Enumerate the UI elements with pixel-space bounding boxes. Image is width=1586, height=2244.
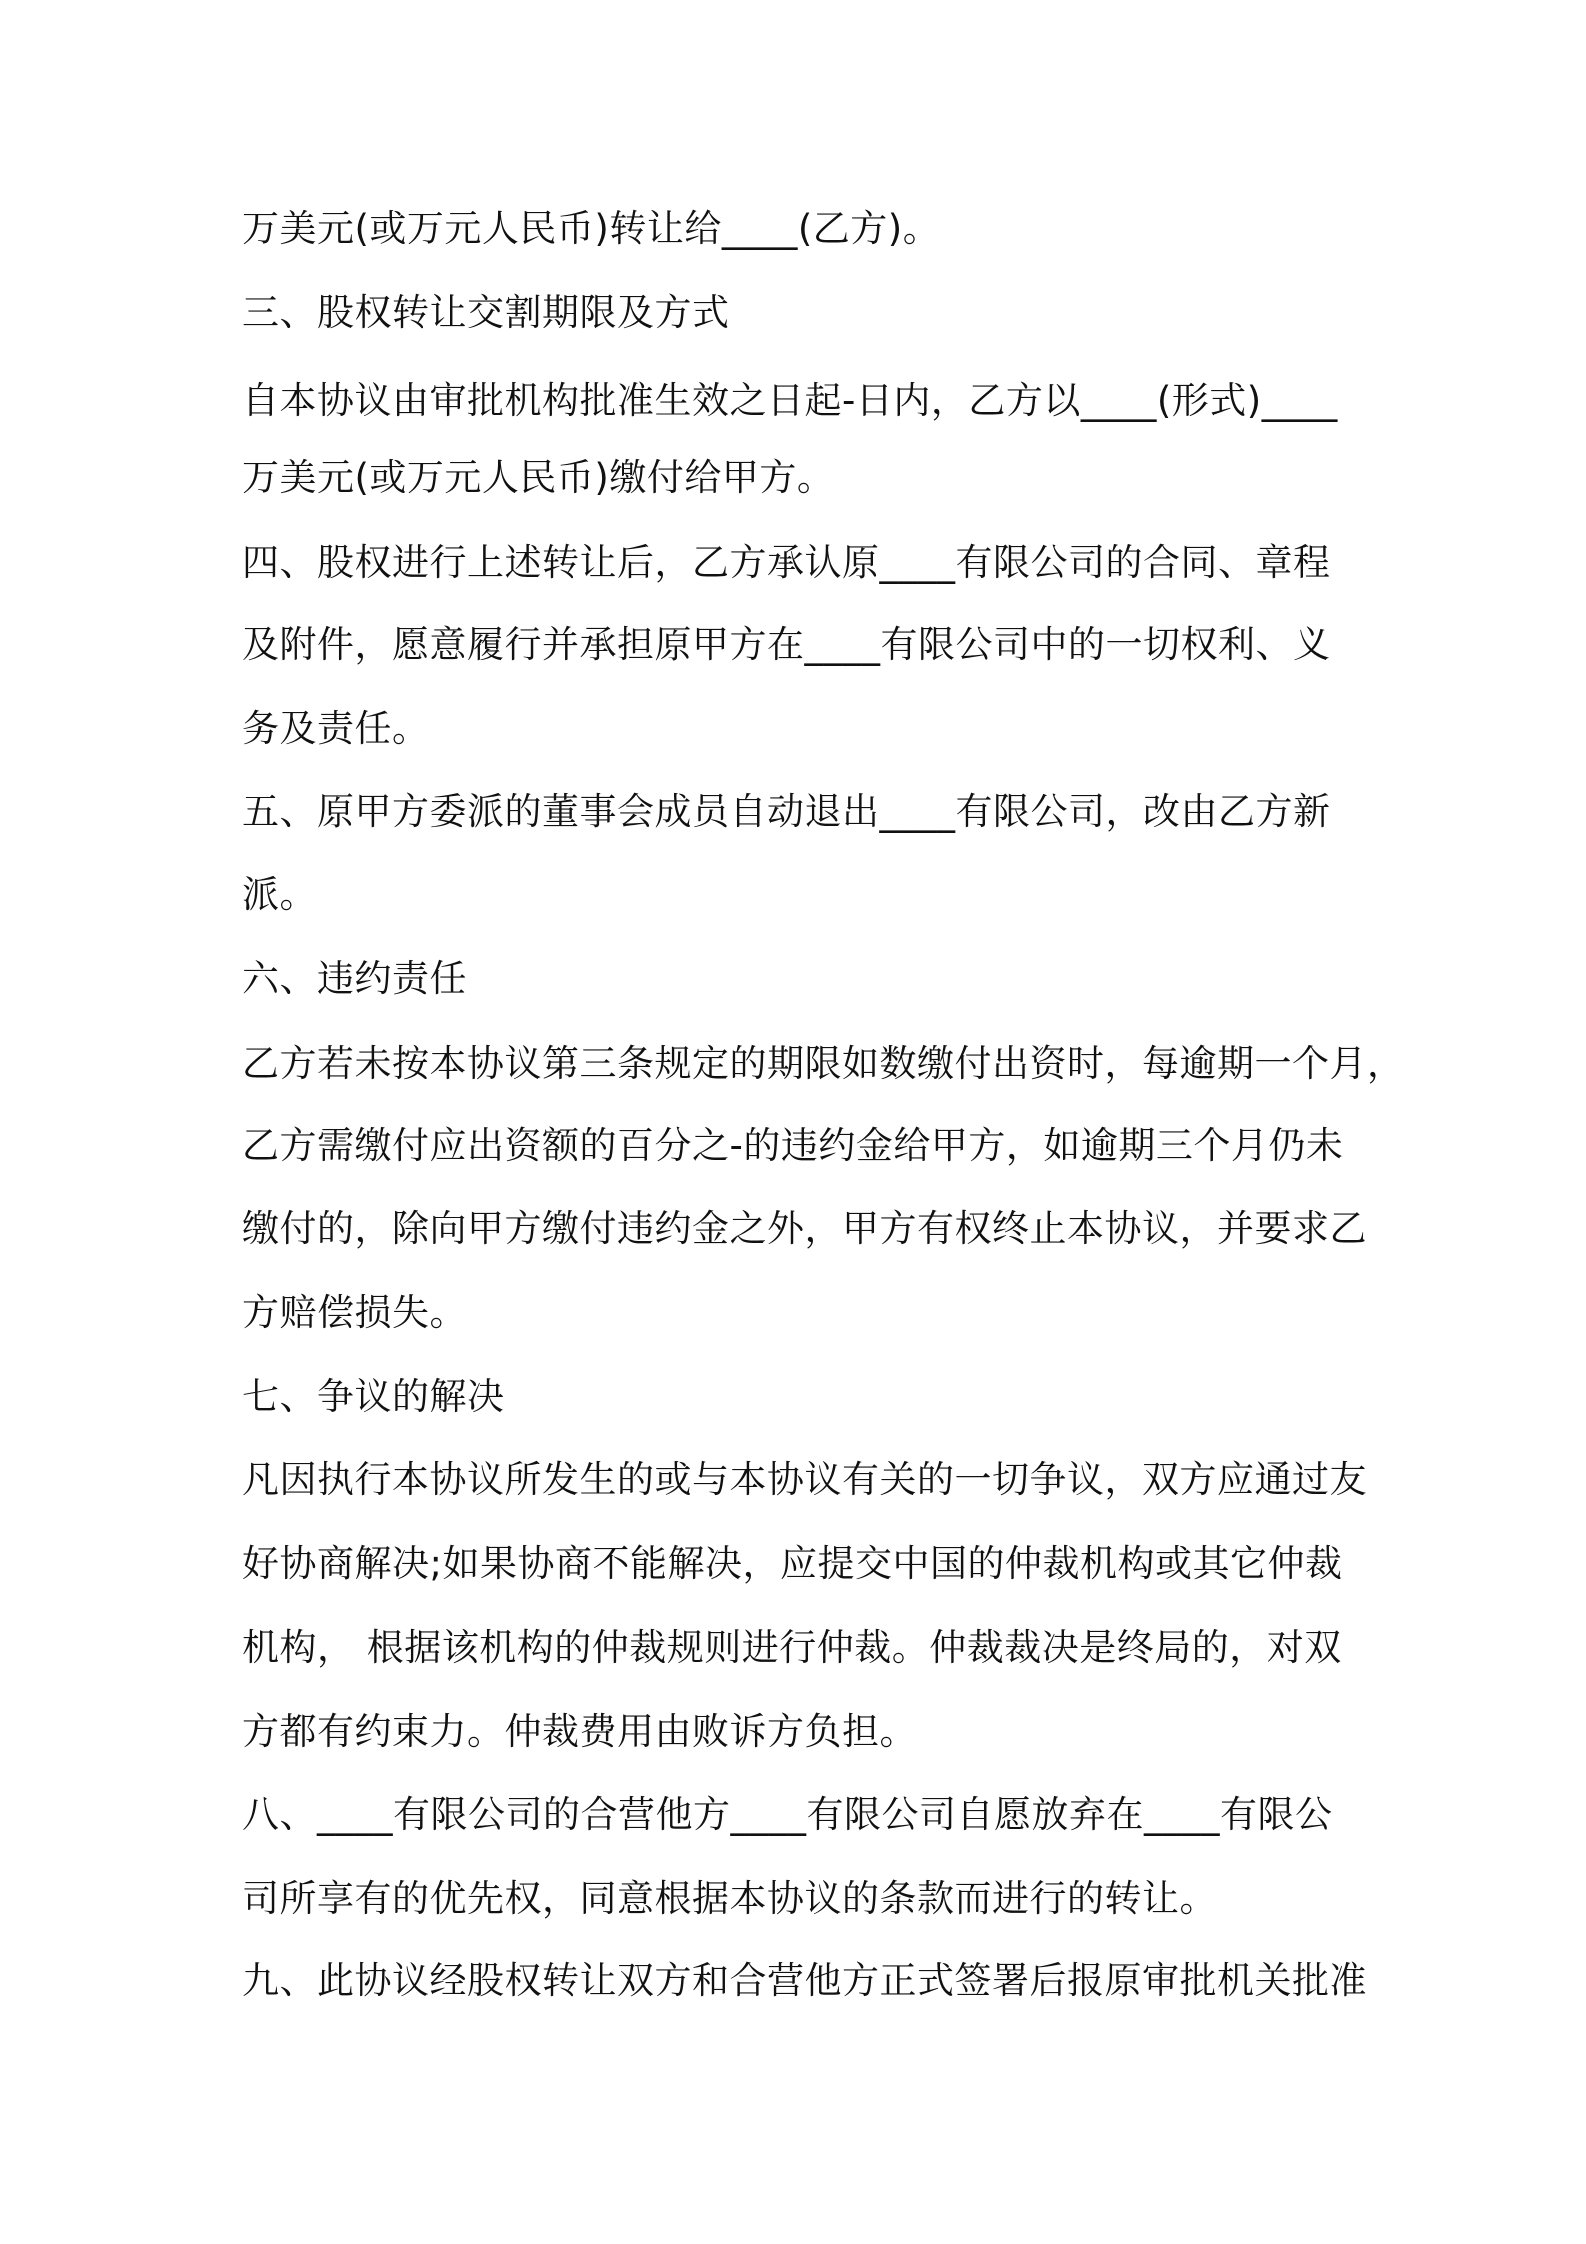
text-line: 乙方若未按本协议第三条规定的期限如数缴付出资时，每逾期一个月， (242, 1042, 1405, 1085)
text-line: 司所享有的优先权，同意根据本协议的条款而进行的转让。 (242, 1877, 1217, 1920)
text-line: 及附件，愿意履行并承担原甲方在____有限公司中的一切权利、义 (242, 623, 1331, 666)
text-line: 四、股权进行上述转让后，乙方承认原____有限公司的合同、章程 (242, 541, 1331, 584)
text-line: 好协商解决;如果协商不能解决，应提交中国的仲裁机构或其它仲裁 (242, 1542, 1343, 1585)
text-line: 缴付的，除向甲方缴付违约金之外，甲方有权终止本协议，并要求乙 (242, 1207, 1367, 1250)
text-line: 自本协议由审批机构批准生效之日起-日内，乙方以____(形式)____ (242, 379, 1338, 422)
text-line: 乙方需缴付应出资额的百分之-的违约金给甲方，如逾期三个月仍未 (242, 1124, 1344, 1167)
text-line: 方都有约束力。仲裁费用由败诉方负担。 (242, 1710, 917, 1753)
section-heading: 六、违约责任 (242, 957, 467, 1000)
text-line: 机构， 根据该机构的仲裁规则进行仲裁。仲裁裁决是终局的，对双 (242, 1626, 1342, 1669)
section-heading: 七、争议的解决 (242, 1375, 505, 1418)
text-line: 八、____有限公司的合营他方____有限公司自愿放弃在____有限公 (242, 1793, 1333, 1836)
text-line: 五、原甲方委派的董事会成员自动退出____有限公司，改由乙方新 (242, 790, 1331, 833)
text-line: 务及责任。 (242, 707, 430, 750)
text-line: 万美元(或万元人民币)缴付给甲方。 (242, 456, 835, 499)
text-line: 九、此协议经股权转让双方和合营他方正式签署后报原审批机关批准 (242, 1959, 1367, 2002)
section-heading: 三、股权转让交割期限及方式 (242, 291, 730, 334)
text-line: 方赔偿损失。 (242, 1291, 467, 1334)
text-line: 万美元(或万元人民币)转让给____(乙方)。 (242, 207, 941, 250)
text-line: 派。 (242, 873, 317, 916)
text-line: 凡因执行本协议所发生的或与本协议有关的一切争议，双方应通过友 (242, 1458, 1367, 1501)
